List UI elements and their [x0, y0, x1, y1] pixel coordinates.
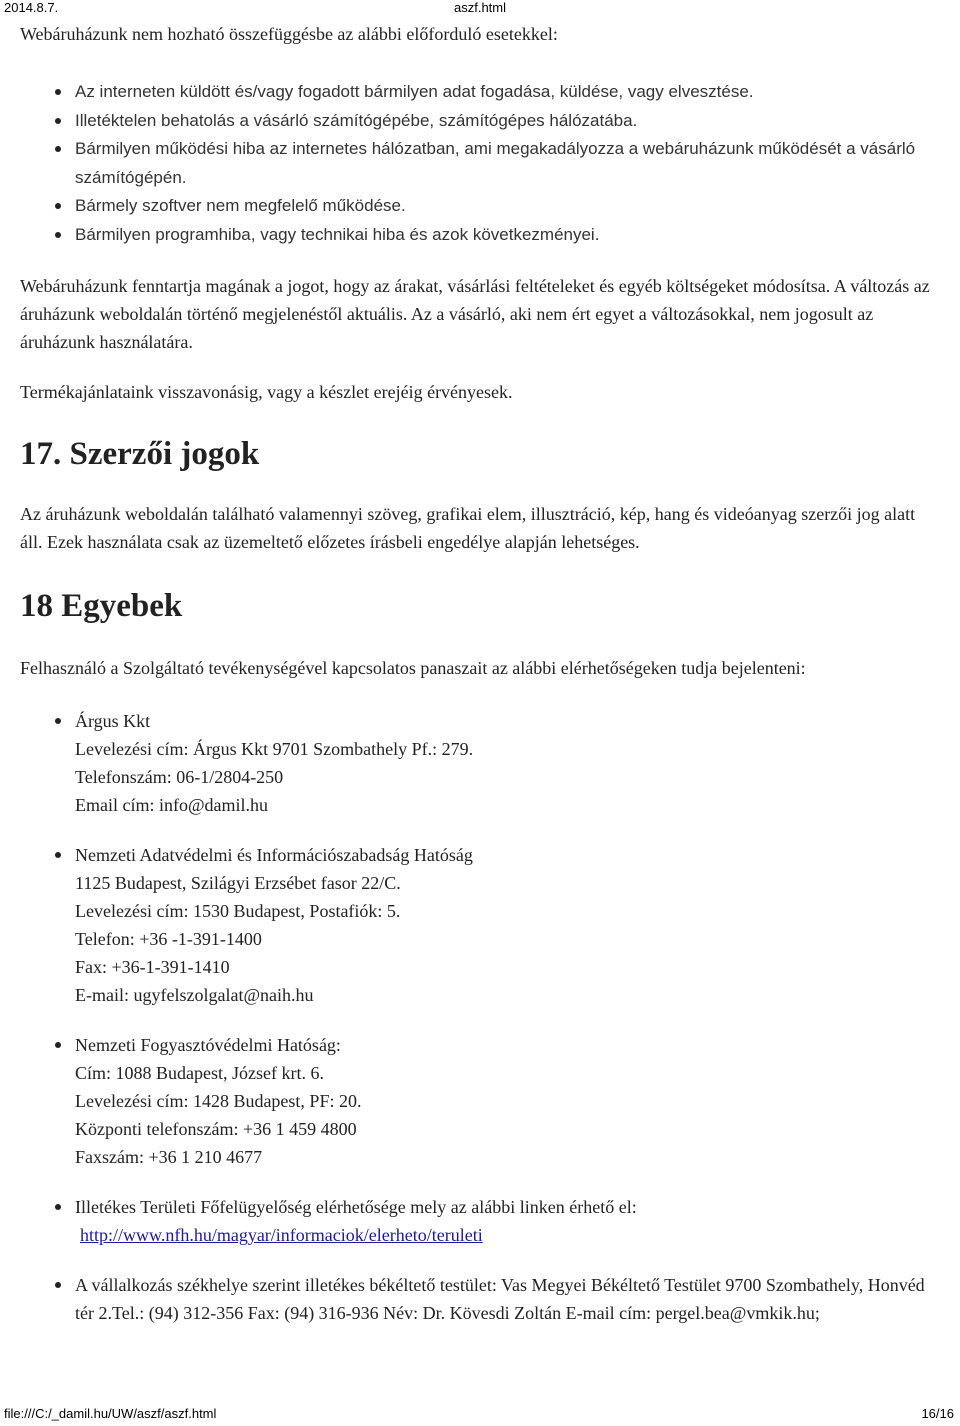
- list-item: Bármely szoftver nem megfelelő működése.: [20, 192, 940, 221]
- copyright-paragraph: Az áruházunk weboldalán található valamennyi szöveg, grafikai elem, illusztráció, kép, hang és videóanyag szerzői jog alatt áll. Ezek használata csak az üzemeltető előzetes írásbeli engedélye alapján lehetséges.: [20, 504, 916, 552]
- list-item: Illetéktelen behatolás a vásárló számítógépébe, számítógépes hálózatába.: [20, 107, 940, 136]
- contact-line: Levelezési cím: 1530 Budapest, Postafiók: 5.: [75, 901, 401, 921]
- contact-line: 1125 Budapest, Szilágyi Erzsébet fasor 22/C.: [75, 873, 401, 893]
- print-footer: [0, 1406, 960, 1422]
- contact-line: Telefonszám: 06-1/2804-250: [75, 767, 284, 787]
- document-body: [20, 20, 940, 1327]
- contact-line: Levelezési cím: Árgus Kkt 9701 Szombathely Pf.: 279.: [75, 739, 474, 759]
- contact-line: Nemzeti Adatvédelmi és Információszabadság Hatóság: [75, 845, 473, 865]
- exclusions-intro: Webáruházunk nem hozható összefüggésbe az alábbi előforduló esetekkel:: [20, 24, 558, 44]
- contact-line: Levelezési cím: 1428 Budapest, PF: 20.: [75, 1091, 362, 1111]
- offer-validity-paragraph: Termékajánlataink visszavonásig, vagy a készlet erejéig érvényesek.: [20, 382, 513, 402]
- contacts-list: [20, 707, 940, 1327]
- contact-line: Fax: +36-1-391-1410: [75, 957, 230, 977]
- inspectorate-text: Illetékes Területi Főfelügyelőség elérhetősége mely az alábbi linken érhető el:: [75, 1197, 637, 1217]
- contact-line: E-mail: ugyfelszolgalat@naih.hu: [75, 985, 314, 1005]
- section-17-heading: 17. Szerzői jogok: [20, 436, 260, 472]
- inspectorate-link[interactable]: http://www.nfh.hu/magyar/informaciok/elerheto/teruleti: [80, 1225, 483, 1245]
- contact-conciliation: A vállalkozás székhelye szerint illetékes békéltető testület: Vas Megyei Békéltető Testület 9700 Szombathely, Honvéd tér 2.Tel.: (94) 312-356 Fax: (94) 316-936 Név: Dr. Kövesdi Zoltán E-mail cím: pergel.bea@vmkik.hu;: [20, 1271, 940, 1327]
- print-title: aszf.html: [453, 0, 506, 15]
- list-item: Az interneten küldött és/vagy fogadott bármilyen adat fogadása, küldése, vagy elvesztése.: [20, 78, 940, 107]
- complaints-intro: Felhasználó a Szolgáltató tevékenységével kapcsolatos panaszait az alábbi elérhetőségeken tudja bejelenteni:: [20, 658, 806, 678]
- contact-line: Cím: 1088 Budapest, József krt. 6.: [75, 1063, 324, 1083]
- contact-naih: [20, 841, 940, 1009]
- contact-line: Telefon: +36 -1-391-1400: [75, 929, 262, 949]
- print-file-path: file:///C:/_damil.hu/UW/aszf/aszf.html: [4, 1406, 217, 1421]
- contact-line: Email cím: info@damil.hu: [75, 795, 269, 815]
- contact-nfh: [20, 1031, 940, 1171]
- list-item: Bármilyen működési hiba az internetes hálózatban, ami megakadályozza a webáruházunk működését a vásárló számítógépén.: [20, 135, 940, 192]
- contact-line: Faxszám: +36 1 210 4677: [75, 1147, 263, 1167]
- page-number: 16/16: [921, 1406, 954, 1421]
- contact-line: Központi telefonszám: +36 1 459 4800: [75, 1119, 357, 1139]
- price-change-paragraph: Webáruházunk fenntartja magának a jogot, hogy az árakat, vásárlási feltételeket és egyéb költségeket módosítsa. A változás az áruházunk weboldalán történő megjelenéstől aktuális. Az a vásárló, aki nem ért egyet a változásokkal, nem jogosult az áruházunk használatára.: [20, 276, 930, 352]
- print-header: [0, 0, 960, 16]
- section-18-heading: 18 Egyebek: [20, 588, 183, 624]
- list-item: Bármilyen programhiba, vagy technikai hiba és azok következményei.: [20, 221, 940, 250]
- contact-inspectorate: [20, 1193, 940, 1249]
- contact-line: Árgus Kkt: [75, 711, 151, 731]
- print-date: 2014.8.7.: [4, 0, 59, 15]
- contact-argus: [20, 707, 940, 819]
- contact-line: Nemzeti Fogyasztóvédelmi Hatóság:: [75, 1035, 341, 1055]
- exclusions-list: [20, 78, 940, 249]
